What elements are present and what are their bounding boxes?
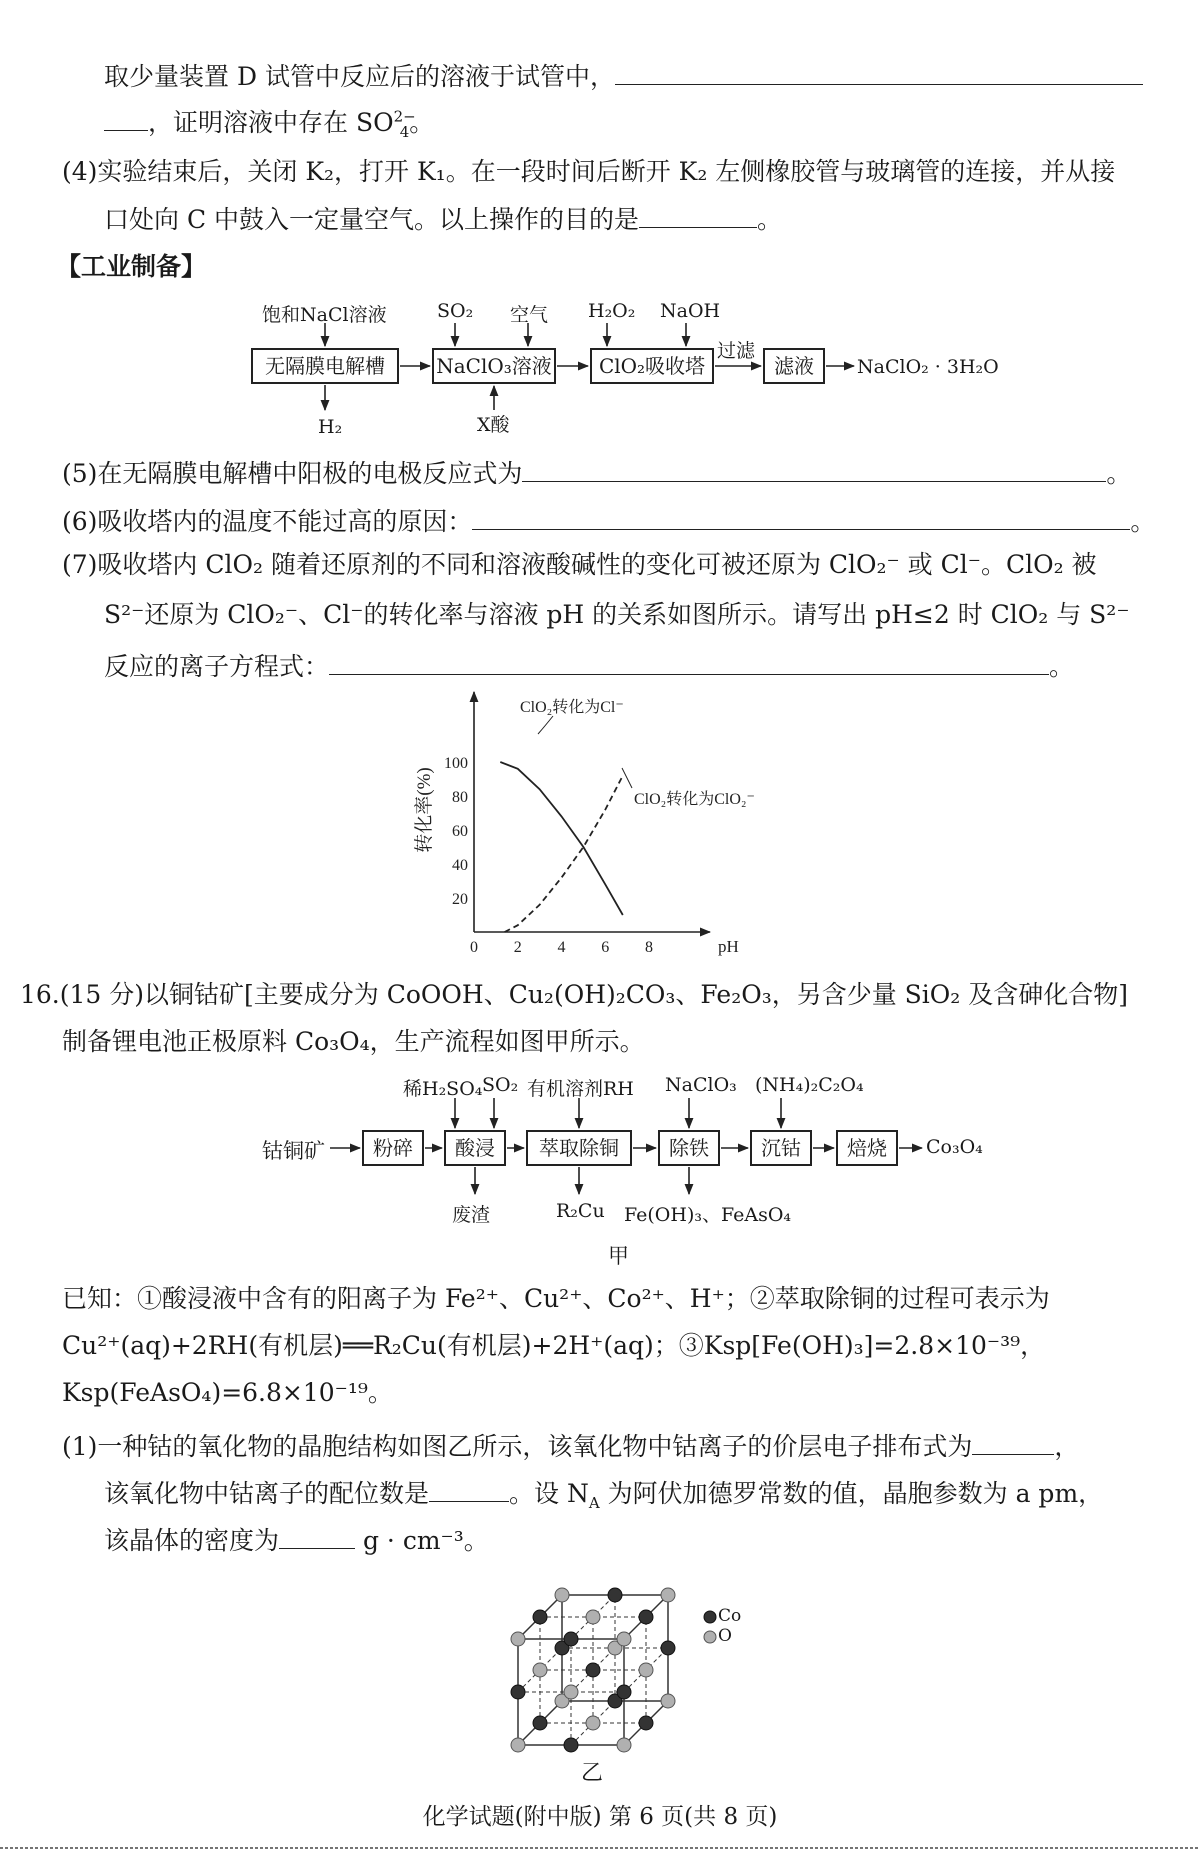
co-ion <box>586 1663 600 1677</box>
y-tick-label: 60 <box>452 823 468 840</box>
output-r2cu: R₂Cu <box>556 1200 605 1222</box>
input-nacl-solution: 饱和NaCl溶液 <box>262 304 387 326</box>
q7-line1: (7)吸收塔内 ClO₂ 随着还原剂的不同和溶液酸碱性的变化可被还原为 ClO₂⁻ 或 Cl⁻。ClO₂ 被 <box>62 550 1097 579</box>
output-waste-residue: 废渣 <box>452 1204 491 1226</box>
figure-caption-yi: 乙 <box>581 1761 604 1786</box>
product-naclo2: NaClO₂ · 3H₂O <box>857 356 999 378</box>
x-tick-label: 4 <box>557 939 566 956</box>
known-line2: Cu²⁺(aq)+2RH(有机层)══R₂Cu(有机层)+2H⁺(aq)；③Ksp[Fe(OH)₃]=2.8×10⁻³⁹， <box>62 1331 1046 1360</box>
q3-line2: ，证明溶液中存在 $SO^{2-}_4$。 <box>104 104 434 140</box>
o-ion <box>661 1694 675 1708</box>
page-footer: 化学试题(附中版) 第 6 页(共 8 页) <box>422 1804 778 1830</box>
box-precipitate-cobalt: 沉钴 <box>750 1130 812 1166</box>
o-ion <box>533 1663 547 1677</box>
series-label-clo2: ClO₂转化为ClO₂⁻ <box>634 791 755 808</box>
input-dilute-h2so4: 稀H₂SO₄ <box>403 1078 483 1100</box>
o-ion <box>617 1738 631 1752</box>
flow2-arrows <box>330 1098 922 1194</box>
q16-line2: 制备锂电池正极原料 Co₃O₄，生产流程如图甲所示。 <box>62 1027 645 1056</box>
known-line1: 已知：①酸浸液中含有的阳离子为 Fe²⁺、Cu²⁺、Co²⁺、H⁺；②萃取除铜的过程可表示为 <box>62 1284 1050 1313</box>
co-ion <box>617 1685 631 1699</box>
series-line-clo2 <box>505 776 623 932</box>
input-air: 空气 <box>510 304 549 326</box>
chart-ticks <box>444 755 653 956</box>
o-ion <box>511 1738 525 1752</box>
q16-1-line2: 该氧化物中钴离子的配位数是 。设 $N_A$ 为阿伏加德罗常数的值，晶胞参数为 a pm， <box>104 1475 1103 1511</box>
x-tick-label: 0 <box>470 939 478 956</box>
y-tick-label: 20 <box>452 891 468 908</box>
q16-line1: 16.(15 分)以铜钴矿[主要成分为 CoOOH、Cu₂(OH)₂CO₃、Fe₂O₃，另含少量 SiO₂ 及含砷化合物] <box>20 980 1129 1009</box>
chart-xlabel: pH <box>718 937 739 956</box>
o-ion <box>639 1663 653 1677</box>
legend-co-marker <box>704 1611 716 1623</box>
q4-line2: 口处向 C 中鼓入一定量空气。以上操作的目的是 。 <box>104 201 782 237</box>
co-ion <box>639 1716 653 1730</box>
co-ion <box>533 1716 547 1730</box>
q4-line1: (4)实验结束后，关闭 K₂，打开 K₁。在一段时间后断开 K₂ 左侧橡胶管与玻璃管的连接，并从接 <box>62 157 1116 186</box>
co-ion <box>639 1610 653 1624</box>
box-roast: 焙烧 <box>836 1130 898 1166</box>
chart-ylabel: 转化率(%) <box>414 767 435 853</box>
y-tick-label: 100 <box>444 755 468 772</box>
series-line-cl <box>500 762 623 915</box>
box-acid-leach: 酸浸 <box>444 1130 506 1166</box>
legend-o-marker <box>704 1631 716 1643</box>
input-h2o2: H₂O₂ <box>588 300 636 322</box>
chart-series <box>500 762 623 932</box>
o-ion <box>586 1610 600 1624</box>
x-tick-label: 6 <box>601 939 610 956</box>
box-electrolysis-cell: 无隔膜电解槽 <box>251 348 399 384</box>
output-iron-precipitates: Fe(OH)₃、FeAsO₄ <box>624 1204 792 1226</box>
input-x-acid: X酸 <box>477 414 510 436</box>
co-ion <box>533 1610 547 1624</box>
o-ion <box>661 1588 675 1602</box>
known-line3: Ksp(FeAsO₄)=6.8×10⁻¹⁹。 <box>62 1378 393 1407</box>
legend-co-label: Co <box>718 1606 742 1626</box>
box-crush: 粉碎 <box>362 1130 424 1166</box>
output-h2: H₂ <box>318 416 343 438</box>
box-filtrate: 滤液 <box>763 348 825 384</box>
o-ion <box>617 1632 631 1646</box>
o-ion <box>586 1716 600 1730</box>
o-ion <box>564 1685 578 1699</box>
co-ion <box>511 1685 525 1699</box>
x-tick-label: 8 <box>645 939 653 956</box>
input-organic-solvent: 有机溶剂RH <box>527 1078 634 1100</box>
start-ore: 钴铜矿 <box>262 1139 325 1163</box>
q16-1-line1: (1)一种钴的氧化物的晶胞结构如图乙所示，该氧化物中钴离子的价层电子排布式为 ， <box>62 1428 1079 1464</box>
q3-line1: 取少量装置 D 试管中反应后的溶液于试管中， <box>104 58 1143 94</box>
section-title: 【工业制备】 <box>56 252 207 281</box>
crystal-atoms <box>511 1588 675 1752</box>
box-remove-iron: 除铁 <box>658 1130 720 1166</box>
y-tick-label: 40 <box>452 857 468 874</box>
co-ion <box>608 1588 622 1602</box>
flow1-arrows <box>325 323 854 410</box>
q7-line2: S²⁻还原为 ClO₂⁻、Cl⁻的转化率与溶液 pH 的关系如图所示。请写出 pH≤2 时 ClO₂ 与 S²⁻ <box>104 600 1130 629</box>
co-ion <box>564 1738 578 1752</box>
co-ion <box>564 1632 578 1646</box>
x-tick-label: 2 <box>513 939 522 956</box>
box-naclo3-solution: NaClO₃溶液 <box>432 348 556 384</box>
q5: (5)在无隔膜电解槽中阳极的电极反应式为 。 <box>62 455 1131 491</box>
box-extract-copper: 萃取除铜 <box>526 1130 632 1166</box>
q16-1-line3: 该晶体的密度为 g · cm⁻³。 <box>104 1522 489 1558</box>
figure-caption-jia: 甲 <box>608 1244 629 1268</box>
filter-label: 过滤 <box>717 340 756 362</box>
o-ion <box>511 1632 525 1646</box>
series-label-cl: ClO₂转化为Cl⁻ <box>520 699 624 716</box>
q6: (6)吸收塔内的温度不能过高的原因： 。 <box>62 503 1155 539</box>
chart-axes <box>474 692 710 932</box>
o-ion <box>555 1588 569 1602</box>
input-so2: SO₂ <box>482 1074 519 1096</box>
product-co3o4: Co₃O₄ <box>926 1136 983 1158</box>
co-ion <box>661 1641 675 1655</box>
input-ammonium-oxalate: (NH₄)₂C₂O₄ <box>755 1074 864 1096</box>
legend-o-label: O <box>718 1626 732 1646</box>
input-naoh: NaOH <box>660 300 721 322</box>
box-clo2-absorber: ClO₂吸收塔 <box>590 348 714 384</box>
input-so2: SO₂ <box>437 300 474 322</box>
y-tick-label: 80 <box>452 789 468 806</box>
input-naclo3: NaClO₃ <box>665 1074 737 1096</box>
q7-line3: 反应的离子方程式： 。 <box>104 648 1074 684</box>
